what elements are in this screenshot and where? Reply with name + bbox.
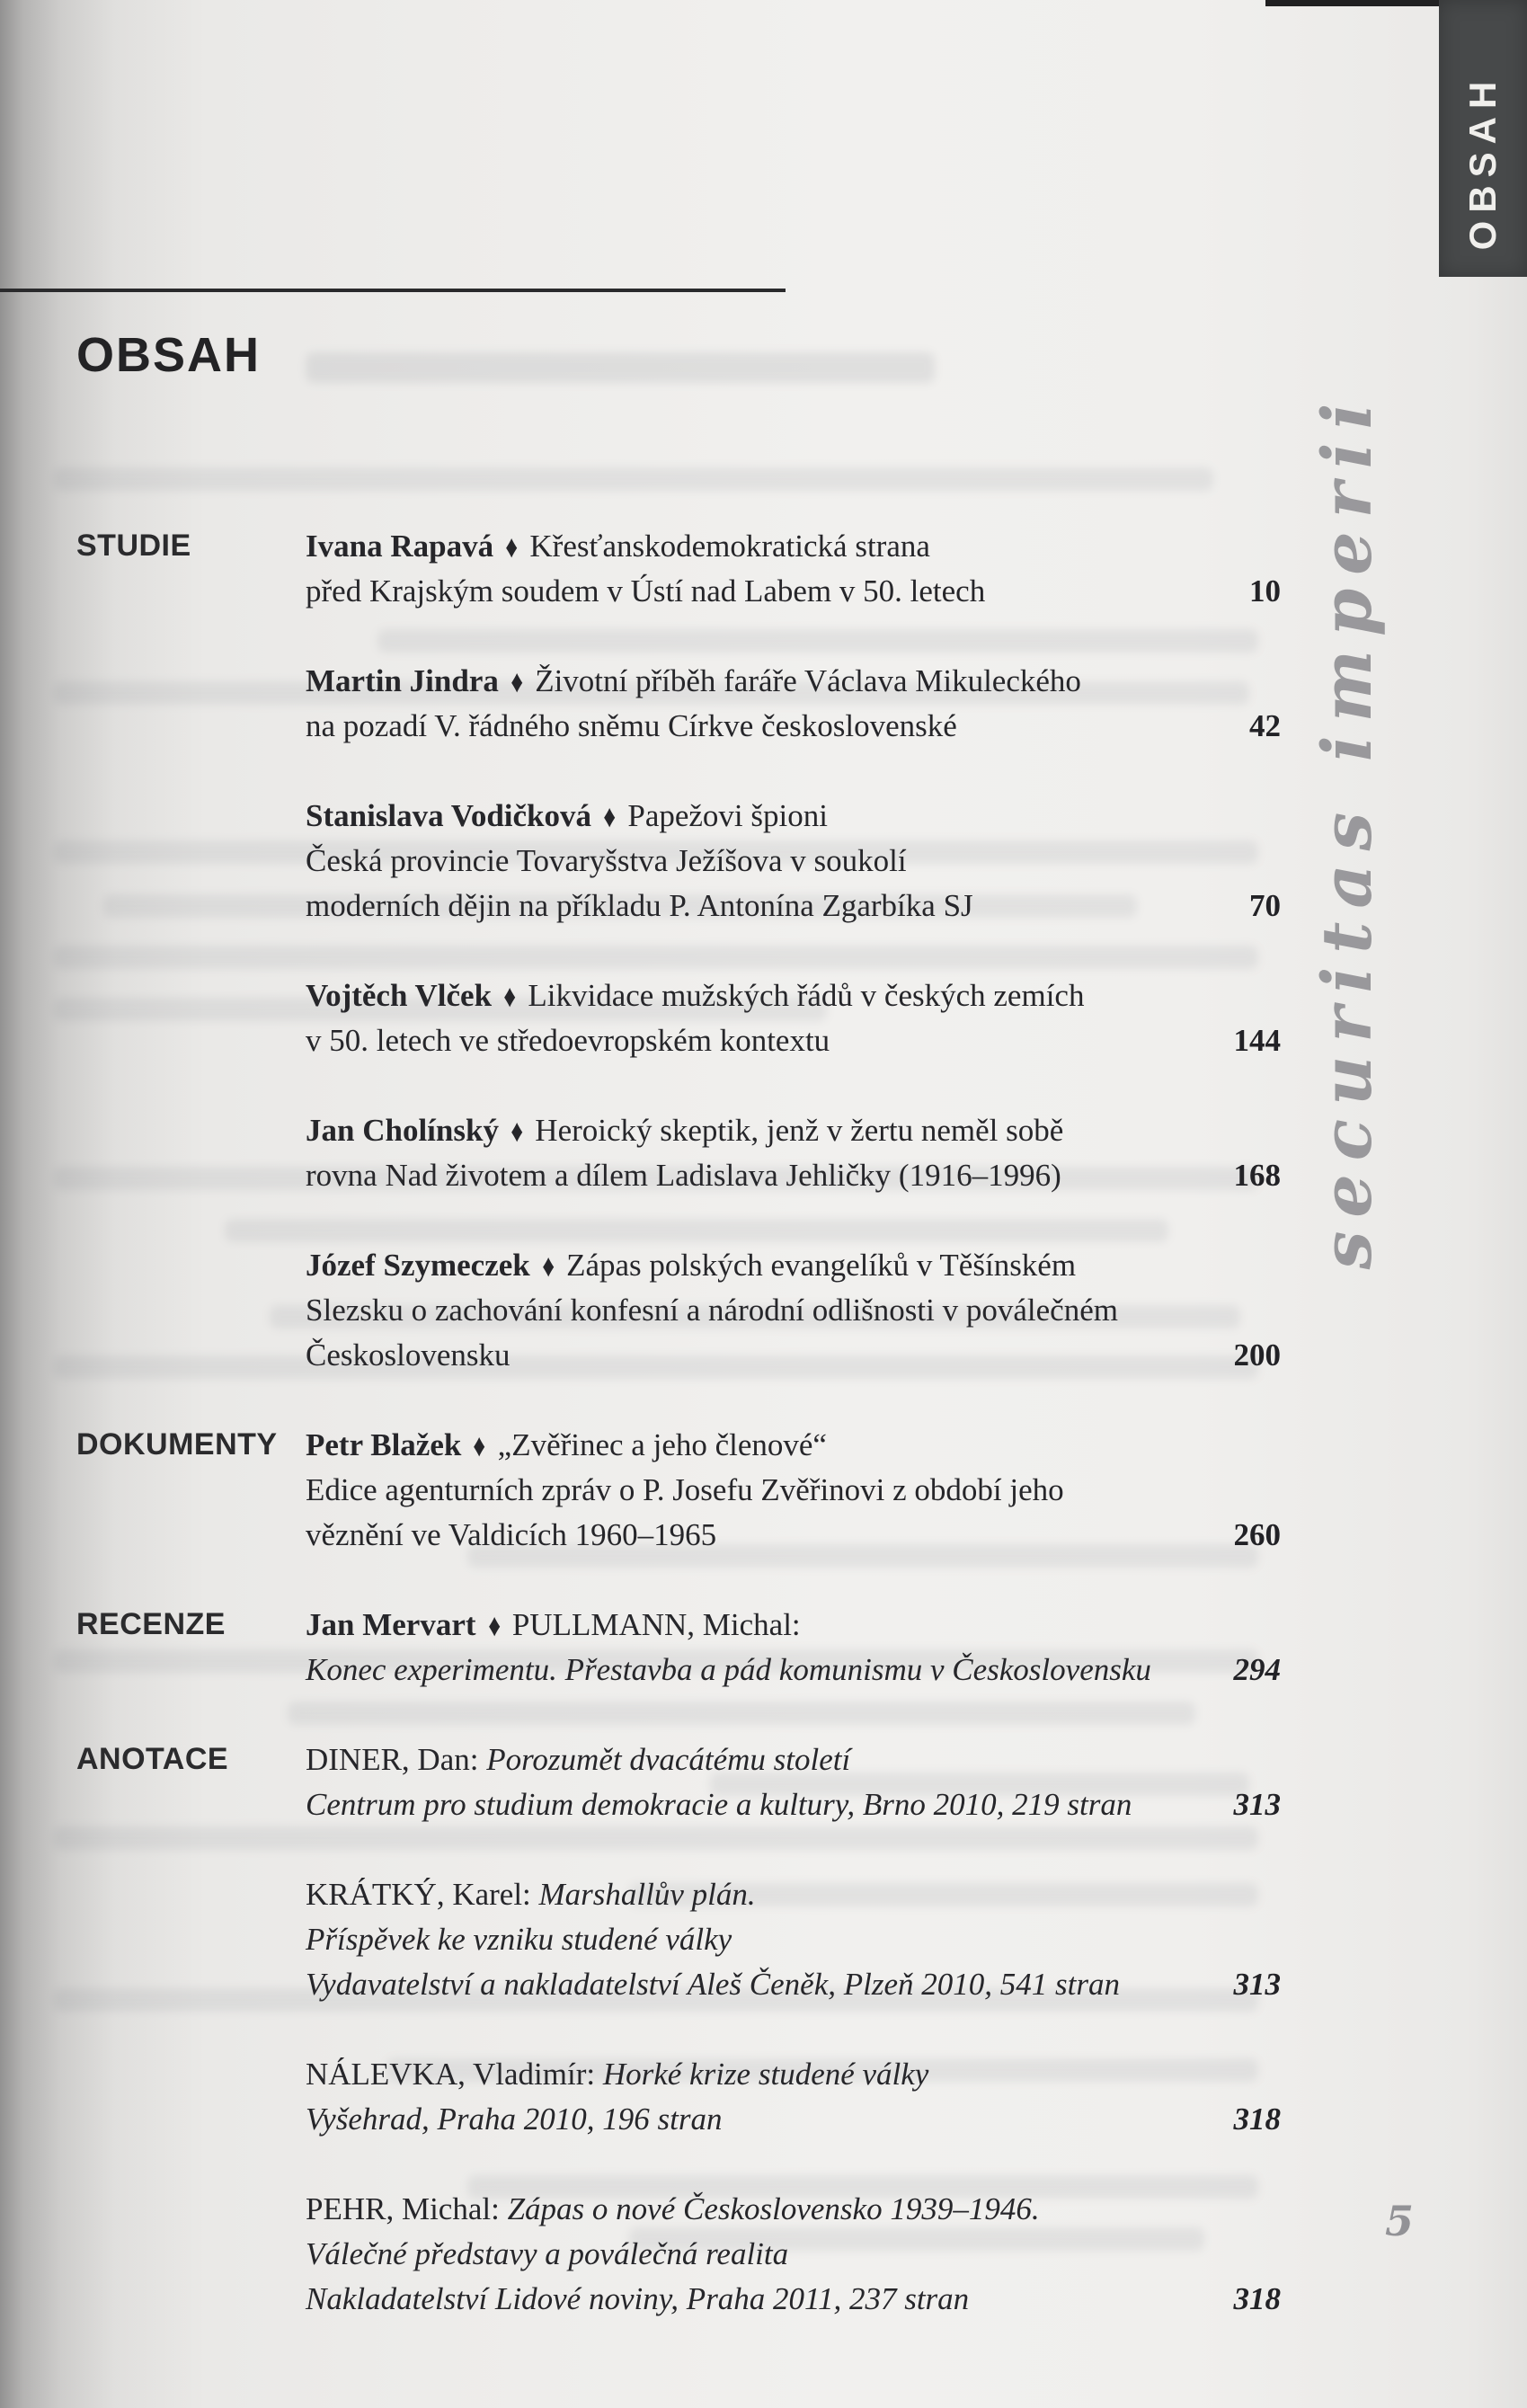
entry-title-line [306,794,1281,839]
toc-entry [306,1737,1281,1827]
toc-entry [306,2187,1281,2322]
entry-title-line [306,1423,1281,1468]
entry-book-title: Zápas o nové Československo 1939–1946. [507,2191,1040,2226]
entry-line: Československu 200 [306,1333,1281,1378]
entry-page-number: 260 [1233,1517,1281,1552]
entry-line: Centrum pro studium demokracie a kultury, Brno 2010, 219 stran 313 [306,1782,1281,1827]
entry-title: „Zvěřinec a jeho členové“ [497,1427,827,1462]
entry-line: Slezsku o zachování konfesní a národní odlišnosti v poválečném [306,1293,1118,1328]
table-of-contents [76,524,1281,2367]
section-label-spacer [76,973,306,1063]
toc-entry [306,2052,1281,2142]
entry-book-title: Horké krize studené války [602,2057,929,2092]
corner-tab [1439,0,1527,277]
entry-title-line [306,1243,1281,1288]
entry-page-number: 313 [1233,1967,1281,2002]
section-label-spacer [76,2187,306,2322]
entry-line: Konec experimentu. Přestavba a pád komunismu v Československu 294 [306,1648,1281,1693]
entry-line: Příspěvek ke vzniku studené války [306,1922,732,1957]
entry-author: Jan Cholínský [306,1113,499,1148]
entry-title-line [306,1603,1281,1648]
bleed-through-text [306,352,935,383]
entry-page-number: 144 [1233,1023,1281,1058]
entry-line: v 50. letech ve středoevropském kontextu 144 [306,1018,1281,1063]
entry-title-line [306,2052,1281,2097]
entry-page-number: 70 [1249,888,1281,923]
entry-title: Heroický skeptik, jenž v žertu neměl sobě [535,1113,1064,1148]
toc-entry [306,1872,1281,2007]
toc-entry [306,1603,1281,1693]
page-title: OBSAH [76,328,262,382]
entry-title-line [306,2187,1281,2232]
entry-title: Likvidace mužských řádů v českých zemích [528,978,1085,1013]
section-label-spacer [76,1108,306,1198]
entry-title-line [306,1737,1281,1782]
entry-lead: NÁLEVKA, Vladimír: [306,2057,603,2092]
toc-entry [306,524,1281,614]
diamond-separator-icon: ♦ [510,1113,524,1149]
diamond-separator-icon: ♦ [503,978,517,1014]
section-label: RECENZE [76,1607,226,1641]
toc-row [76,1423,1281,1558]
entry-lead: DINER, Dan: [306,1742,487,1777]
entry-title: Zápas polských evangelíků v Těšínském [566,1248,1077,1283]
entry-title: Papežovi špioni [627,798,828,833]
diamond-separator-icon: ♦ [603,798,617,834]
toc-entry [306,1108,1281,1198]
journal-name-vertical: securitas imperii [1307,389,1387,1270]
toc-row [76,1243,1281,1378]
toc-row [76,1737,1281,1827]
toc-row [76,2187,1281,2322]
section-label-spacer [76,1243,306,1378]
entry-page-number: 10 [1249,573,1281,609]
entry-page-number: 318 [1233,2101,1281,2137]
entry-lead: KRÁTKÝ, Karel: [306,1877,539,1912]
bleed-through-text [54,467,1213,491]
entry-line: Edice agenturních zpráv o P. Josefu Zvěřinovi z období jeho [306,1472,1064,1507]
toc-row [76,973,1281,1063]
entry-author: Ivana Rapavá [306,529,494,564]
diamond-separator-icon: ♦ [473,1427,486,1463]
entry-book-title: Porozumět dvacátému století [486,1742,851,1777]
entry-author: Józef Szymeczek [306,1248,530,1283]
entry-line: Vyšehrad, Praha 2010, 196 stran 318 [306,2097,1281,2142]
diamond-separator-icon: ♦ [541,1248,555,1284]
toc-row [76,1872,1281,2007]
entry-author: Vojtěch Vlček [306,978,493,1013]
corner-tab-label: OBSAH [1461,73,1504,251]
entry-page-number: 42 [1249,708,1281,743]
entry-author: Stanislava Vodičková [306,798,592,833]
entry-line: před Krajským soudem v Ústí nad Labem v 50. letech 10 [306,569,1281,614]
toc-row [76,524,1281,614]
header-rule [0,289,786,292]
entry-book-title: Marshallův plán. [538,1877,756,1912]
entry-line: na pozadí V. řádného sněmu Církve československé 42 [306,704,1281,749]
entry-line: rovna Nad životem a dílem Ladislava Jehličky (1916–1996) 168 [306,1153,1281,1198]
section-label-spacer [76,2052,306,2142]
section-label: ANOTACE [76,1742,229,1776]
folio-page-number: 5 [1385,2197,1415,2245]
section-label-spacer [76,1872,306,2007]
diamond-separator-icon: ♦ [510,663,523,699]
entry-author: Jan Mervart [306,1607,476,1642]
entry-author: Petr Blažek [306,1427,462,1462]
entry-title: PULLMANN, Michal: [511,1607,801,1642]
toc-row [76,2052,1281,2142]
diamond-separator-icon: ♦ [487,1607,501,1643]
entry-title-line [306,1108,1281,1153]
diamond-separator-icon: ♦ [505,529,519,564]
section-label: STUDIE [76,529,191,563]
toc-entry [306,659,1281,749]
entry-author: Martin Jindra [306,663,499,698]
toc-entry [306,1243,1281,1378]
entry-line: Vydavatelství a nakladatelství Aleš Čeněk, Plzeň 2010, 541 stran 313 [306,1962,1281,2007]
toc-row [76,794,1281,929]
entry-page-number: 294 [1233,1652,1281,1687]
toc-row [76,659,1281,749]
toc-entry [306,1423,1281,1558]
entry-title-line [306,973,1281,1018]
entry-line: moderních dějin na příkladu P. Antonína Zgarbíka SJ 70 [306,884,1281,929]
section-label-spacer [76,659,306,749]
entry-lead: PEHR, Michal: [306,2191,508,2226]
entry-title: Životní příběh faráře Václava Mikuleckého [535,663,1081,698]
toc-entry [306,794,1281,929]
entry-line: Česká provincie Tovaryšstva Ježíšova v soukolí [306,843,907,878]
toc-row [76,1603,1281,1693]
toc-entry [306,973,1281,1063]
entry-line: Nakladatelství Lidové noviny, Praha 2011, 237 stran 318 [306,2277,1281,2322]
entry-title: Křesťanskodemokratická strana [529,529,930,564]
section-label-spacer [76,794,306,929]
entry-title-line [306,524,1281,569]
section-label: DOKUMENTY [76,1427,278,1462]
entry-line: věznění ve Valdicích 1960–1965 260 [306,1513,1281,1558]
entry-title-line [306,1872,1281,1917]
entry-page-number: 313 [1233,1787,1281,1822]
entry-page-number: 318 [1233,2281,1281,2316]
entry-page-number: 200 [1233,1337,1281,1373]
entry-title-line [306,659,1281,704]
entry-page-number: 168 [1233,1158,1281,1193]
toc-row [76,1108,1281,1198]
entry-line: Válečné představy a poválečná realita [306,2236,789,2271]
